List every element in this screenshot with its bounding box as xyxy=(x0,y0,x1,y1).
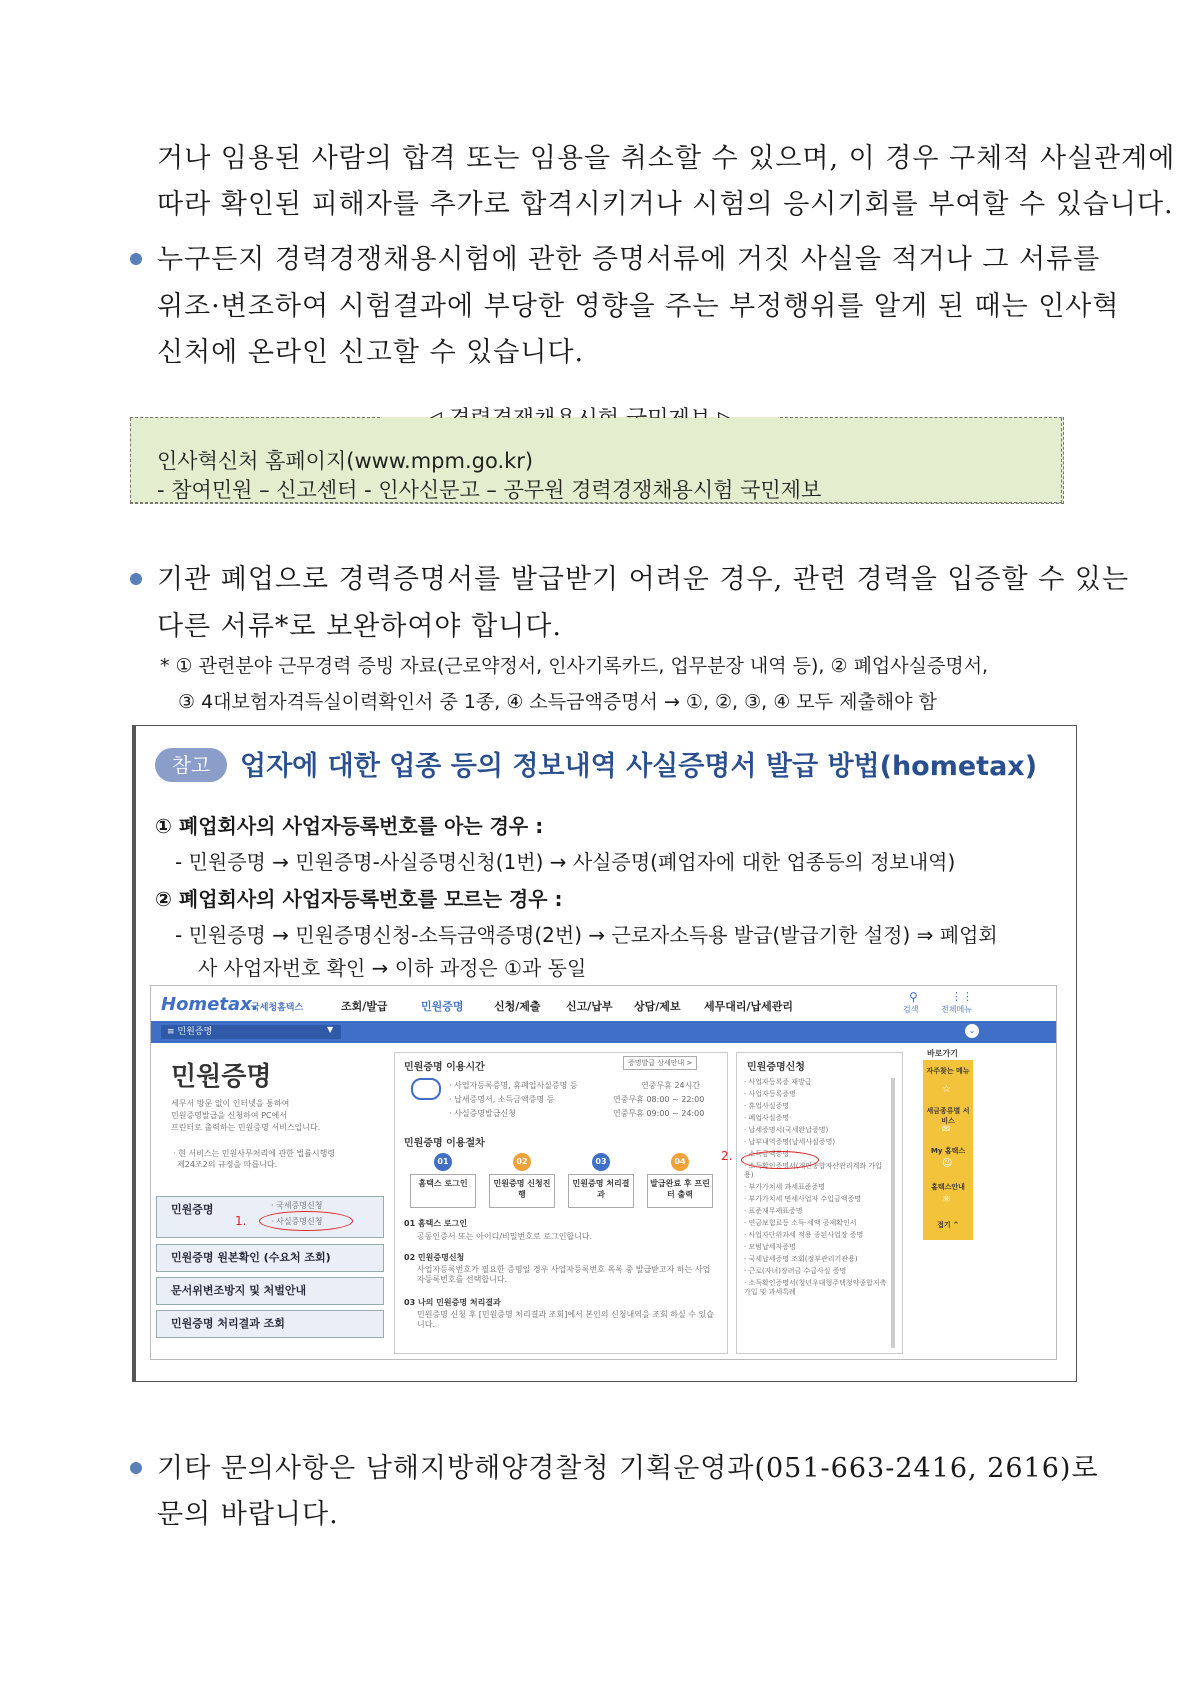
case2-body2: 사 사업자번호 확인 → 이하 과정은 ①과 동일 xyxy=(198,956,587,980)
usage-row-label: · 사실증명발급신청 xyxy=(449,1109,516,1118)
para2-line2: 위조·변조하여 시험결과에 부당한 영향을 주는 부정행위를 알게 된 때는 인사혁 xyxy=(157,291,1120,322)
law-line1: · 현 서비스는 민원사무처리에 관한 법률시행령 xyxy=(173,1149,336,1158)
quick-link-favorites[interactable]: 자주찾는 메뉴 xyxy=(926,1067,970,1075)
apply-list-item[interactable]: · 사업자등록증 재발급 xyxy=(744,1078,812,1086)
apply-list-item[interactable]: · 연금보험료등 소득·세액 공제확인서 xyxy=(744,1219,857,1227)
para3-line1: 기관 폐업으로 경력증명서를 발급받기 어려운 경우, 관련 경력을 입증할 수 있는 xyxy=(157,564,1130,595)
apply-list-item[interactable]: · 사업자등록증명 xyxy=(744,1090,796,1098)
usage-row-time: 연중무휴 08:00 ~ 22:00 xyxy=(613,1095,705,1104)
bullet-icon xyxy=(130,1462,142,1474)
para3-note2: ③ 4대보험자격득실이력확인서 중 1종, ④ 소득금액증명서 → ①, ②, ③, ④ 모두 제출해야 함 xyxy=(178,691,937,713)
quick-link-my-hometax[interactable]: My 홈택스 xyxy=(930,1147,966,1155)
clock-icon xyxy=(411,1078,441,1100)
para4-line2: 문의 바랍니다. xyxy=(157,1499,339,1530)
apply-title: 민원증명신청 xyxy=(747,1062,805,1073)
para4-line1: 기타 문의사항은 남해지방해양경찰청 기획운영과(051-663-2416, 2616)로 xyxy=(157,1453,1099,1484)
usage-title: 민원증명 이용시간 xyxy=(404,1062,485,1073)
process-title: 민원증명 이용절차 xyxy=(404,1138,485,1149)
all-menu-label[interactable]: 전체메뉴 xyxy=(941,1005,972,1014)
usage-row-label: · 납세증명서, 소득금액증명 등 xyxy=(449,1095,555,1104)
para1-line2: 따라 확인된 피해자를 추가로 합격시키거나 시험의 응시기회를 부여할 수 있습니다. xyxy=(157,189,1174,220)
step-box: 홈택스 로그인 xyxy=(410,1174,476,1208)
apply-list-item[interactable]: · 부가가치세 과세표준증명 xyxy=(744,1183,826,1191)
apply-list-item[interactable]: · 소득확인증명서(개인종합자산관리계좌 가입용) xyxy=(744,1162,882,1179)
submenu-national-cert[interactable]: · 국세증명신청 xyxy=(271,1201,323,1210)
quick-collapse-button[interactable]: 접기 ^ xyxy=(937,1221,959,1229)
apply-list-item[interactable]: · 폐업사실증명 xyxy=(744,1114,790,1122)
reference-badge: 참고 xyxy=(155,748,227,782)
desc-title: 03 나의 민원증명 처리결과 xyxy=(404,1298,501,1307)
intro-line2: 민원증명발급을 신청하여 PC에서 xyxy=(171,1111,287,1120)
left-menu-result-label: 민원증명 처리결과 조회 xyxy=(171,1317,285,1330)
hometax-screenshot xyxy=(150,985,1057,1360)
para1-line1: 거나 임용된 사람의 합격 또는 임용을 취소할 수 있으며, 이 경우 구체적 사실관계에 xyxy=(157,143,1176,174)
marker-1: 1. xyxy=(235,1214,247,1228)
chevron-down-icon[interactable]: ▼ xyxy=(327,1025,334,1034)
left-menu-original-check-label: 민원증명 원본확인 (수요처 조회) xyxy=(171,1251,331,1264)
left-menu-original-check[interactable] xyxy=(156,1244,384,1272)
left-menu-forgery[interactable] xyxy=(156,1277,384,1305)
usage-row-time: 연중무휴 24시간 xyxy=(641,1081,701,1090)
hometax-logo-sub: 국세청홈택스 xyxy=(251,1003,304,1013)
hometax-logo[interactable]: Hometax. xyxy=(161,994,259,1015)
quick-link-guide[interactable]: 홈택스안내 xyxy=(931,1183,965,1191)
usage-row-label: · 사업자등록증명, 휴폐업사실증명 등 xyxy=(449,1081,578,1090)
menu-grid-icon[interactable]: ⋮⋮ xyxy=(951,990,973,1003)
para3-line2: 다른 서류*로 보완하여야 합니다. xyxy=(157,611,562,642)
quick-link-tax-services[interactable]: 세금종류별 서비스 xyxy=(926,1107,970,1125)
apply-list-item[interactable]: · 표준재무제표증명 xyxy=(744,1207,803,1215)
report-box-line2: - 참여민원 – 신고센터 - 인사신문고 – 공무원 경력경쟁채용시험 국민제보 xyxy=(157,478,822,502)
step-number: 03 xyxy=(592,1153,610,1171)
nav-item-lookup[interactable]: 조회/발급 xyxy=(341,1000,388,1013)
apply-list xyxy=(744,1078,889,1300)
para3-note1: * ① 관련분야 근무경력 증빙 자료(근로약정서, 인사기록카드, 업무분장 내역 등), ② 폐업사실증명서, xyxy=(160,655,989,677)
case2-body1: - 민원증명 → 민원증명신청-소득금액증명(2번) → 근로자소득용 발급(발급기한 설정) ⇒ 폐업회 xyxy=(175,923,998,947)
reference-title: 업자에 대한 업종 등의 정보내역 사실증명서 발급 방법(hometax) xyxy=(240,751,1038,782)
submenu-fact-cert[interactable]: · 사실증명신청 xyxy=(271,1217,323,1226)
case2-title: ② 폐업회사의 사업자등록번호를 모르는 경우 : xyxy=(155,887,563,911)
intro-line1: 세무서 방문 없이 인터넷을 통하여 xyxy=(171,1099,290,1108)
step-box: 민원증명 신청진행 xyxy=(489,1174,555,1208)
highlight-oval xyxy=(259,1211,353,1231)
apply-list-item[interactable]: · 소득금액증명 xyxy=(744,1150,790,1158)
desc-body: 민원증명 신청 후 [민원증명 처리결과 조회]에서 본인의 신청내역을 조회 하실 수 있습니다. xyxy=(417,1310,714,1329)
user-icon: ☺ xyxy=(942,1158,953,1169)
case1-title: ① 폐업회사의 사업자등록번호를 아는 경우 : xyxy=(155,814,544,838)
step-number: 02 xyxy=(513,1153,531,1171)
apply-list-item[interactable]: · 부가가치세 면세사업자 수입금액증명 xyxy=(744,1195,862,1203)
usage-detail-button[interactable]: 증명발급 상세안내 > xyxy=(623,1056,697,1070)
apply-list-item[interactable]: · 사업자단위과세 적용 종된사업장 증명 xyxy=(744,1231,864,1239)
law-line2: 제24조2의 규정을 따릅니다. xyxy=(177,1160,278,1169)
step-box: 민원증명 처리결과 xyxy=(568,1174,634,1208)
marker-2: 2. xyxy=(721,1149,733,1163)
desc-body: 사업자등록번호가 필요한 증명일 경우 사업자등록번호 목록 중 발급받고자 하는 사업자등록번호를 선택합니다. xyxy=(417,1265,711,1284)
apply-list-item[interactable]: · 모범납세자증명 xyxy=(744,1243,796,1251)
case1-body: - 민원증명 → 민원증명-사실증명신청(1번) → 사실증명(폐업자에 대한 업종등의 정보내역) xyxy=(175,850,956,874)
bullet-icon xyxy=(130,573,142,585)
intro-line3: 프린터로 출력하는 민원증명 서비스입니다. xyxy=(171,1123,321,1132)
desc-title: 01 홈택스 로그인 xyxy=(404,1219,468,1228)
scrollbar[interactable] xyxy=(891,1078,895,1348)
apply-list-item[interactable]: · 휴업사실증명 xyxy=(744,1102,790,1110)
left-menu-certificate-label: 민원증명 xyxy=(171,1203,214,1216)
desc-title: 02 민원증명신청 xyxy=(404,1253,465,1262)
search-icon[interactable]: ⚲ xyxy=(909,990,918,1004)
page-title: 민원증명 xyxy=(171,1062,272,1092)
collapse-icon[interactable]: ⌄ xyxy=(965,1024,979,1038)
step-number: 04 xyxy=(671,1153,689,1171)
para2-line1: 누구든지 경력경쟁채용시험에 관한 증명서류에 거짓 사실을 적거나 그 서류를 xyxy=(157,244,1101,275)
star-icon: ☆ xyxy=(942,1084,951,1095)
nav-item-apply[interactable]: 신청/제출 xyxy=(494,1000,541,1013)
para2-line3: 신처에 온라인 신고할 수 있습니다. xyxy=(157,337,585,368)
report-box-line1: 인사혁신처 홈페이지(www.mpm.go.kr) xyxy=(157,449,534,473)
mail-icon: ✉ xyxy=(942,1124,951,1135)
guide-icon: ⚛ xyxy=(942,1194,951,1205)
nav-item-consult[interactable]: 상담/제보 xyxy=(634,1000,681,1013)
step-number: 01 xyxy=(434,1153,452,1171)
apply-list-item[interactable]: · 납세증명서(국세완납증명) xyxy=(744,1126,829,1134)
section-dropdown[interactable]: ≡ 민원증명 xyxy=(161,1025,341,1039)
apply-list-item[interactable]: · 소득확인증명서(청년우대형주택청약종합저축 가입 및 과세특례 xyxy=(744,1279,887,1296)
bullet-icon xyxy=(130,253,142,265)
apply-list-item[interactable]: · 근로(자녀)장려금 수급사실 증명 xyxy=(744,1267,847,1275)
apply-list-item[interactable]: · 납부내역증명(납세사실증명) xyxy=(744,1138,836,1146)
apply-list-item[interactable]: · 국세납세증명 조회(정부관리기관용) xyxy=(744,1255,858,1263)
nav-item-certificate[interactable]: 민원증명 xyxy=(421,998,464,1024)
left-menu-forgery-label: 문서위변조방지 및 처벌안내 xyxy=(171,1284,307,1297)
left-menu-result[interactable] xyxy=(156,1310,384,1338)
quick-title: 바로가기 xyxy=(927,1049,958,1058)
nav-item-report[interactable]: 신고/납부 xyxy=(566,1000,613,1013)
desc-body: 공동인증서 또는 아이디/비밀번호로 로그인합니다. xyxy=(417,1232,593,1241)
usage-row-time: 연중무휴 09:00 ~ 24:00 xyxy=(613,1109,705,1118)
step-box: 발급완료 후 프린터 출력 xyxy=(647,1174,713,1208)
highlight-oval xyxy=(741,1151,819,1169)
nav-item-agent[interactable]: 세무대리/납세관리 xyxy=(704,1000,794,1013)
search-label[interactable]: 검색 xyxy=(903,1005,919,1014)
